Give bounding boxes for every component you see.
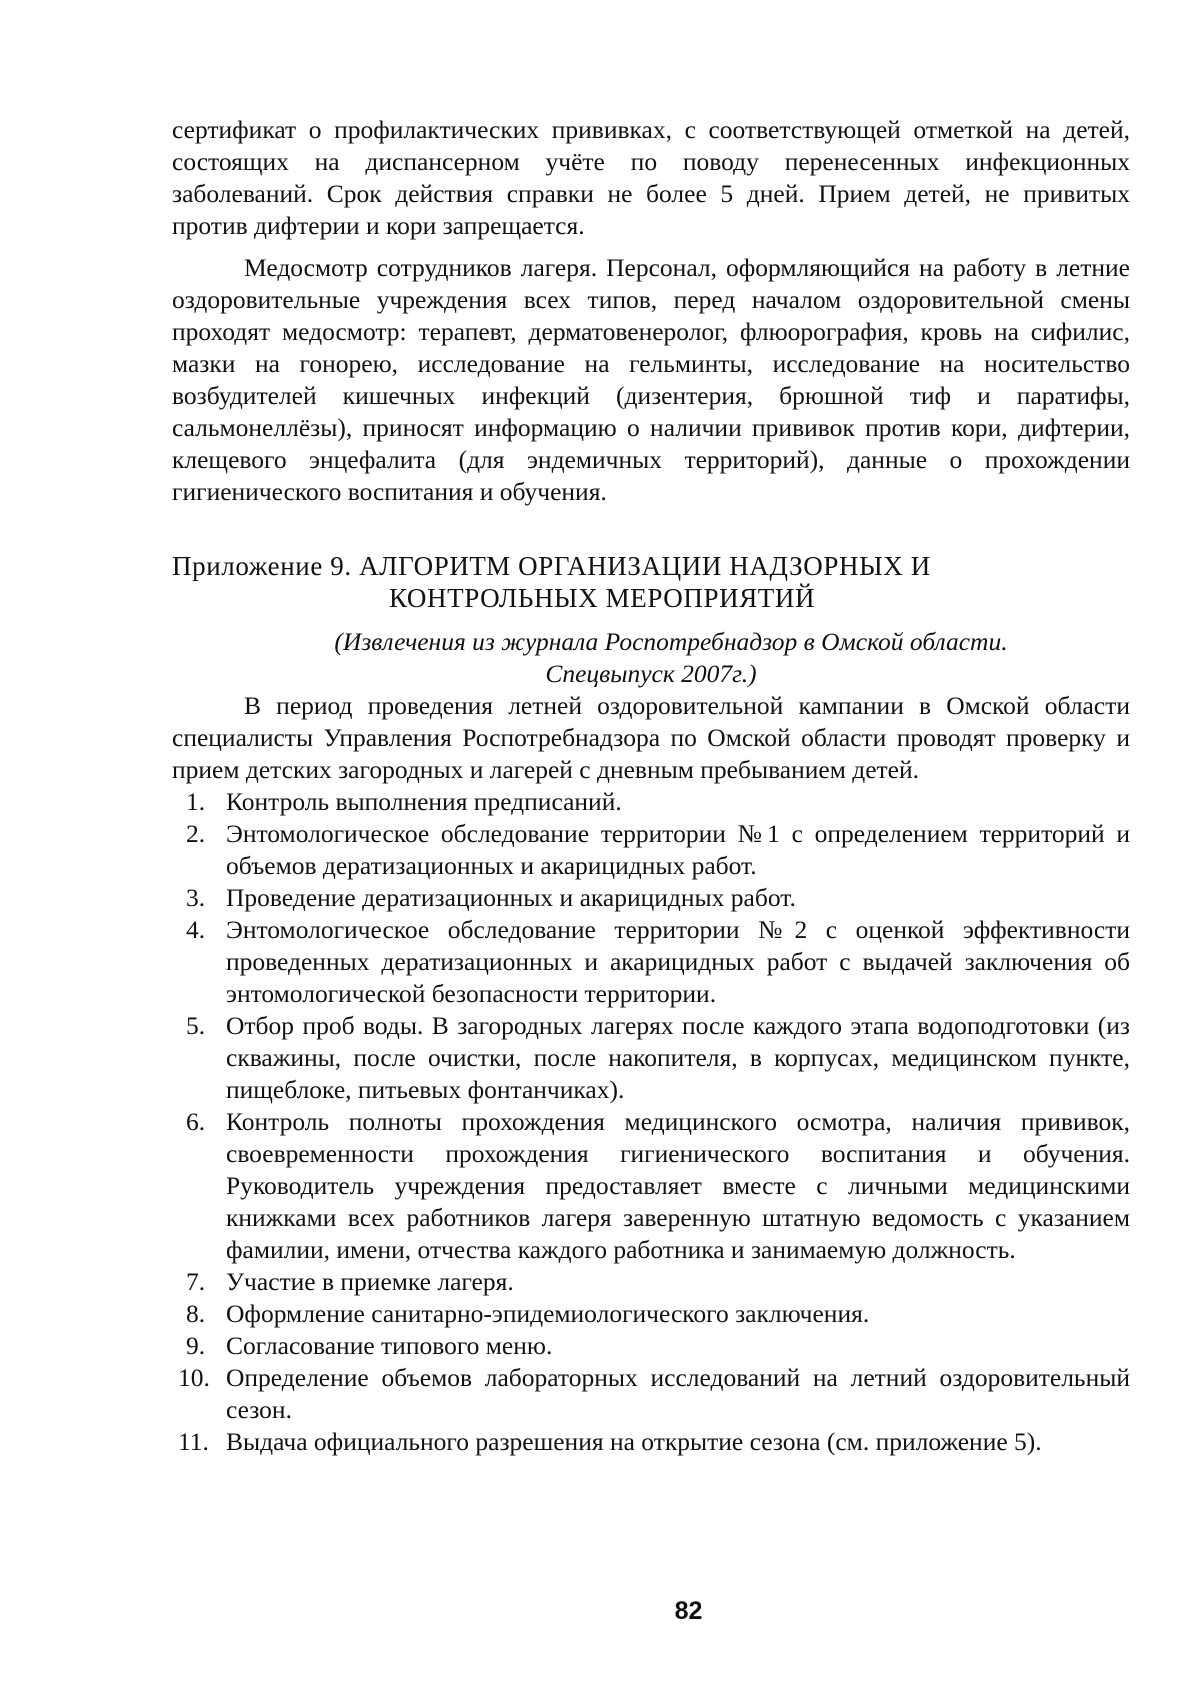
list-item-number: 8. — [186, 1299, 206, 1328]
list-item-text: Оформление санитарно-эпидемиологического заключения. — [226, 1299, 870, 1328]
list-item — [172, 914, 1130, 1010]
list-item-text: Определение объемов лабораторных исследований на летний оздоровительный сезон. — [226, 1363, 1130, 1424]
list-item-text: Проведение дератизационных и акарицидных работ. — [226, 883, 796, 912]
list-item-number: 1. — [186, 787, 206, 816]
list-item-text: Отбор проб воды. В загородных лагерях после каждого этапа водоподготовки (из скважины, после очистки, после накопителя, в корпусах, медицинском пункте, пищеблоке, питьевых фонтанчиках). — [226, 1011, 1130, 1104]
measures-list — [172, 786, 1130, 1458]
document-page — [172, 114, 1130, 1458]
list-item — [172, 1298, 1130, 1330]
paragraph-campaign: В период проведения летней оздоровительной кампании в Омской области специалисты Управления Роспотребнадзора по Омской области проводят проверку и прием детских загородных и лагерей с дневным пребыванием детей. — [172, 691, 1130, 784]
page-number-text: 82 — [674, 1597, 703, 1625]
list-item — [172, 1010, 1130, 1106]
list-item-text: Участие в приемке лагеря. — [226, 1267, 514, 1296]
appendix-heading-line-1: Приложение 9. АЛГОРИТМ ОРГАНИЗАЦИИ НАДЗОРНЫХ И — [172, 551, 931, 581]
list-item-text: Согласование типового меню. — [226, 1331, 553, 1360]
paragraph-staff-medical-exam: Медосмотр сотрудников лагеря. Персонал, оформляющийся на работу в летние оздоровительные учреждения всех типов, перед началом оздоровительной смены проходят медосмотр: терапевт, дерматовенеролог, флюорография, кровь на сифилис, мазки на гонорею, исследование на гельминты, исследование на носительство возбудителей кишечных инфекций (дизентерия, брюшной тиф и паратифы, сальмонеллёзы), приносят информацию о наличии прививок против кори, дифтерии, клещевого энцефалита (для эндемичных территорий), данные о прохождении гигиенического воспитания и обучения. — [172, 253, 1130, 506]
source-note — [172, 626, 1130, 690]
list-item — [172, 818, 1130, 882]
page-number — [0, 1596, 1189, 1626]
list-item-number: 3. — [186, 883, 206, 912]
appendix-heading-line-2: КОНТРОЛЬНЫХ МЕРОПРИЯТИЙ — [389, 583, 816, 613]
list-item — [172, 1330, 1130, 1362]
source-note-line-2: Спецвыпуск 2007г.) — [545, 659, 757, 688]
list-item-number: 2. — [186, 819, 206, 848]
list-item-number: 10. — [178, 1363, 210, 1392]
list-item-number: 6. — [186, 1107, 206, 1136]
list-item — [172, 1106, 1130, 1266]
list-item-number: 9. — [186, 1331, 206, 1360]
list-item-number: 4. — [186, 915, 206, 944]
paragraph-intro: сертификат о профилактических прививках, с соответствующей отметкой на детей, состоящих на диспансерном учёте по поводу перенесенных инфекционных заболеваний. Срок действия справки не более 5 дней. Прием детей, не привитых против дифтерии и кори запрещается. — [172, 115, 1130, 240]
list-item-number: 5. — [186, 1011, 206, 1040]
source-note-line-1: (Извлечения из журнала Роспотребнадзор в Омской области. — [334, 627, 1008, 656]
list-item — [172, 882, 1130, 914]
appendix-heading — [172, 550, 1130, 614]
list-item — [172, 786, 1130, 818]
list-item-number: 11. — [178, 1427, 209, 1456]
list-item — [172, 1426, 1130, 1458]
list-item — [172, 1266, 1130, 1298]
list-item-text: Выдача официального разрешения на открытие сезона (см. приложение 5). — [226, 1427, 1042, 1456]
list-item-text: Контроль выполнения предписаний. — [226, 787, 622, 816]
list-item — [172, 1362, 1130, 1426]
list-item-number: 7. — [186, 1267, 206, 1296]
list-item-text: Энтомологическое обследование территории №1 с определением территорий и объемов дератизационных и акарицидных работ. — [226, 819, 1130, 880]
list-item-text: Энтомологическое обследование территории №2 с оценкой эффективности проведенных дератизационных и акарицидных работ с выдачей заключения об энтомологической безопасности территории. — [226, 915, 1130, 1008]
list-item-text: Контроль полноты прохождения медицинского осмотра, наличия прививок, своевременности прохождения гигиенического воспитания и обучения. Руководитель учреждения предоставляет вместе с личными медицинскими книжками всех работников лагеря заверенную штатную ведомость с указанием фамилии, имени, отчества каждого работника и занимаемую должность. — [226, 1107, 1130, 1264]
